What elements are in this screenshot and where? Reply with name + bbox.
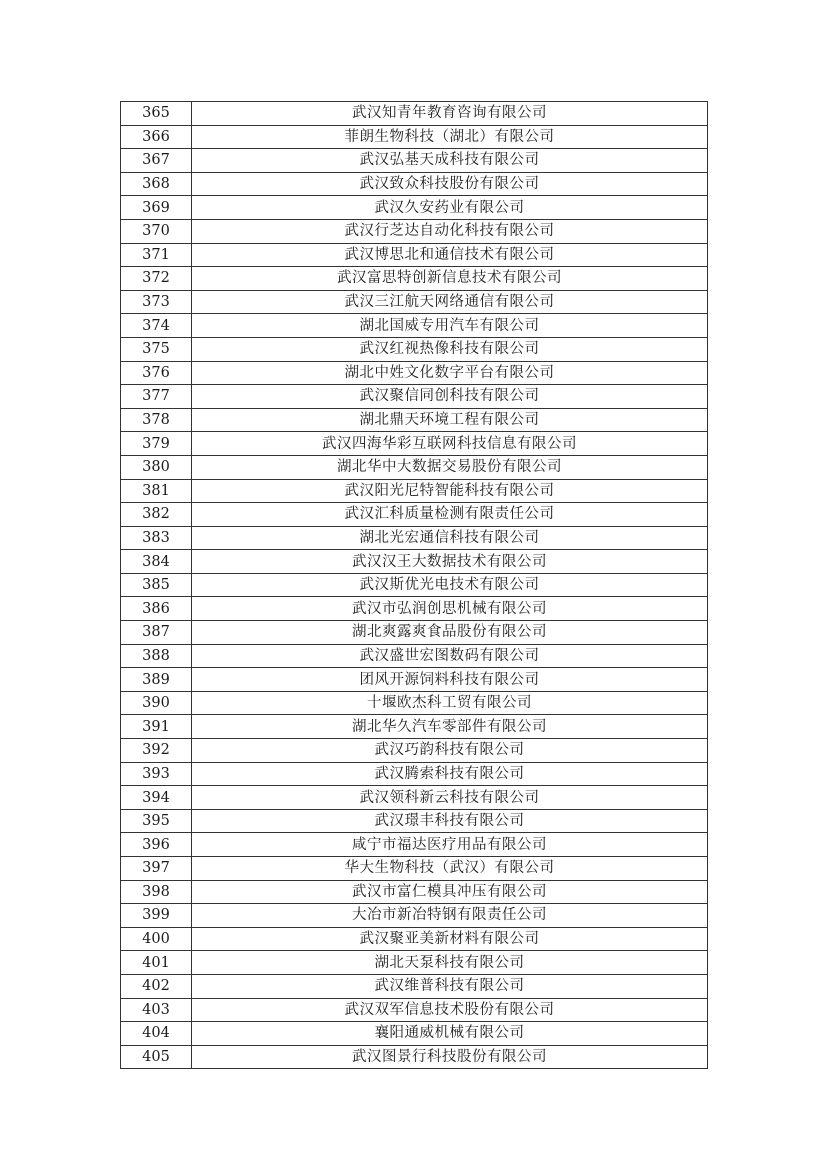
company-name-cell: 湖北国威专用汽车有限公司: [192, 314, 708, 338]
table-row: [121, 432, 708, 456]
row-number-cell: 379: [121, 432, 192, 456]
table-row: [121, 290, 708, 314]
row-number-cell: 369: [121, 196, 192, 220]
row-number-cell: 401: [121, 951, 192, 975]
company-name-cell: 湖北华久汽车零部件有限公司: [192, 715, 708, 739]
row-number-cell: 387: [121, 621, 192, 645]
row-number-cell: 400: [121, 927, 192, 951]
company-name-cell: 咸宁市福达医疗用品有限公司: [192, 833, 708, 857]
row-number-cell: 367: [121, 149, 192, 173]
company-name-cell: 武汉市富仁模具冲压有限公司: [192, 880, 708, 904]
table-row: [121, 644, 708, 668]
row-number-cell: 383: [121, 526, 192, 550]
company-name-cell: 武汉弘基天成科技有限公司: [192, 149, 708, 173]
row-number-cell: 382: [121, 503, 192, 527]
table-row: [121, 809, 708, 833]
row-number-cell: 389: [121, 668, 192, 692]
table-row: [121, 455, 708, 479]
row-number-cell: 398: [121, 880, 192, 904]
company-name-cell: 武汉三江航天网络通信有限公司: [192, 290, 708, 314]
row-number-cell: 375: [121, 337, 192, 361]
table-row: [121, 786, 708, 810]
company-name-cell: 武汉汇科质量检测有限责任公司: [192, 503, 708, 527]
table-row: [121, 219, 708, 243]
company-list-table: [120, 101, 708, 1069]
table-row: [121, 503, 708, 527]
company-name-cell: 武汉双军信息技术股份有限公司: [192, 998, 708, 1022]
table-row: [121, 739, 708, 763]
row-number-cell: 384: [121, 550, 192, 574]
company-name-cell: 武汉四海华彩互联网科技信息有限公司: [192, 432, 708, 456]
company-name-cell: 武汉行芝达自动化科技有限公司: [192, 219, 708, 243]
company-name-cell: 大冶市新冶特钢有限责任公司: [192, 904, 708, 928]
table-row: [121, 149, 708, 173]
company-name-cell: 湖北天泵科技有限公司: [192, 951, 708, 975]
row-number-cell: 366: [121, 125, 192, 149]
row-number-cell: 386: [121, 597, 192, 621]
row-number-cell: 392: [121, 739, 192, 763]
row-number-cell: 376: [121, 361, 192, 385]
company-name-cell: 十堰欧杰科工贸有限公司: [192, 691, 708, 715]
table-row: [121, 762, 708, 786]
table-row: [121, 267, 708, 291]
company-name-cell: 武汉阳光尼特智能科技有限公司: [192, 479, 708, 503]
table-row: [121, 904, 708, 928]
row-number-cell: 396: [121, 833, 192, 857]
row-number-cell: 395: [121, 809, 192, 833]
table-row: [121, 196, 708, 220]
table-row: [121, 125, 708, 149]
table-row: [121, 385, 708, 409]
company-name-cell: 湖北光宏通信科技有限公司: [192, 526, 708, 550]
row-number-cell: 371: [121, 243, 192, 267]
row-number-cell: 397: [121, 857, 192, 881]
row-number-cell: 370: [121, 219, 192, 243]
table-row: [121, 715, 708, 739]
company-name-cell: 武汉致众科技股份有限公司: [192, 172, 708, 196]
company-name-cell: 湖北鼎天环境工程有限公司: [192, 408, 708, 432]
table-row: [121, 597, 708, 621]
row-number-cell: 393: [121, 762, 192, 786]
company-name-cell: 武汉维普科技有限公司: [192, 974, 708, 998]
row-number-cell: 388: [121, 644, 192, 668]
table-row: [121, 1045, 708, 1069]
table-row: [121, 479, 708, 503]
table-row: [121, 243, 708, 267]
table-row: [121, 998, 708, 1022]
company-name-cell: 武汉红视热像科技有限公司: [192, 337, 708, 361]
table-row: [121, 833, 708, 857]
row-number-cell: 405: [121, 1045, 192, 1069]
row-number-cell: 380: [121, 455, 192, 479]
table-row: [121, 974, 708, 998]
table-row: [121, 408, 708, 432]
row-number-cell: 374: [121, 314, 192, 338]
table-row: [121, 951, 708, 975]
company-name-cell: 武汉聚亚美新材料有限公司: [192, 927, 708, 951]
table-row: [121, 621, 708, 645]
company-list-body: [121, 102, 708, 1069]
company-name-cell: 华大生物科技（武汉）有限公司: [192, 857, 708, 881]
table-row: [121, 927, 708, 951]
table-row: [121, 573, 708, 597]
table-row: [121, 102, 708, 126]
row-number-cell: 403: [121, 998, 192, 1022]
company-name-cell: 武汉图景行科技股份有限公司: [192, 1045, 708, 1069]
company-name-cell: 武汉博思北和通信技术有限公司: [192, 243, 708, 267]
row-number-cell: 385: [121, 573, 192, 597]
table-row: [121, 361, 708, 385]
row-number-cell: 378: [121, 408, 192, 432]
company-name-cell: 团风开源饲料科技有限公司: [192, 668, 708, 692]
row-number-cell: 394: [121, 786, 192, 810]
company-name-cell: 武汉知青年教育咨询有限公司: [192, 102, 708, 126]
table-row: [121, 337, 708, 361]
row-number-cell: 377: [121, 385, 192, 409]
table-row: [121, 172, 708, 196]
company-name-cell: 武汉盛世宏图数码有限公司: [192, 644, 708, 668]
row-number-cell: 365: [121, 102, 192, 126]
company-name-cell: 菲朗生物科技（湖北）有限公司: [192, 125, 708, 149]
company-name-cell: 武汉聚信同创科技有限公司: [192, 385, 708, 409]
row-number-cell: 404: [121, 1022, 192, 1046]
table-row: [121, 668, 708, 692]
company-name-cell: 襄阳通威机械有限公司: [192, 1022, 708, 1046]
company-name-cell: 武汉斯优光电技术有限公司: [192, 573, 708, 597]
row-number-cell: 390: [121, 691, 192, 715]
company-name-cell: 武汉富思特创新信息技术有限公司: [192, 267, 708, 291]
row-number-cell: 399: [121, 904, 192, 928]
company-name-cell: 武汉璟丰科技有限公司: [192, 809, 708, 833]
company-name-cell: 武汉市弘润创思机械有限公司: [192, 597, 708, 621]
row-number-cell: 381: [121, 479, 192, 503]
company-name-cell: 武汉汉王大数据技术有限公司: [192, 550, 708, 574]
company-name-cell: 武汉巧韵科技有限公司: [192, 739, 708, 763]
company-name-cell: 湖北中姓文化数字平台有限公司: [192, 361, 708, 385]
table-row: [121, 691, 708, 715]
table-row: [121, 314, 708, 338]
company-name-cell: 武汉领科新云科技有限公司: [192, 786, 708, 810]
table-row: [121, 526, 708, 550]
row-number-cell: 391: [121, 715, 192, 739]
row-number-cell: 368: [121, 172, 192, 196]
company-name-cell: 湖北爽露爽食品股份有限公司: [192, 621, 708, 645]
table-row: [121, 880, 708, 904]
table-row: [121, 857, 708, 881]
row-number-cell: 373: [121, 290, 192, 314]
company-name-cell: 武汉久安药业有限公司: [192, 196, 708, 220]
row-number-cell: 372: [121, 267, 192, 291]
table-row: [121, 550, 708, 574]
table-row: [121, 1022, 708, 1046]
company-name-cell: 湖北华中大数据交易股份有限公司: [192, 455, 708, 479]
row-number-cell: 402: [121, 974, 192, 998]
company-name-cell: 武汉腾索科技有限公司: [192, 762, 708, 786]
